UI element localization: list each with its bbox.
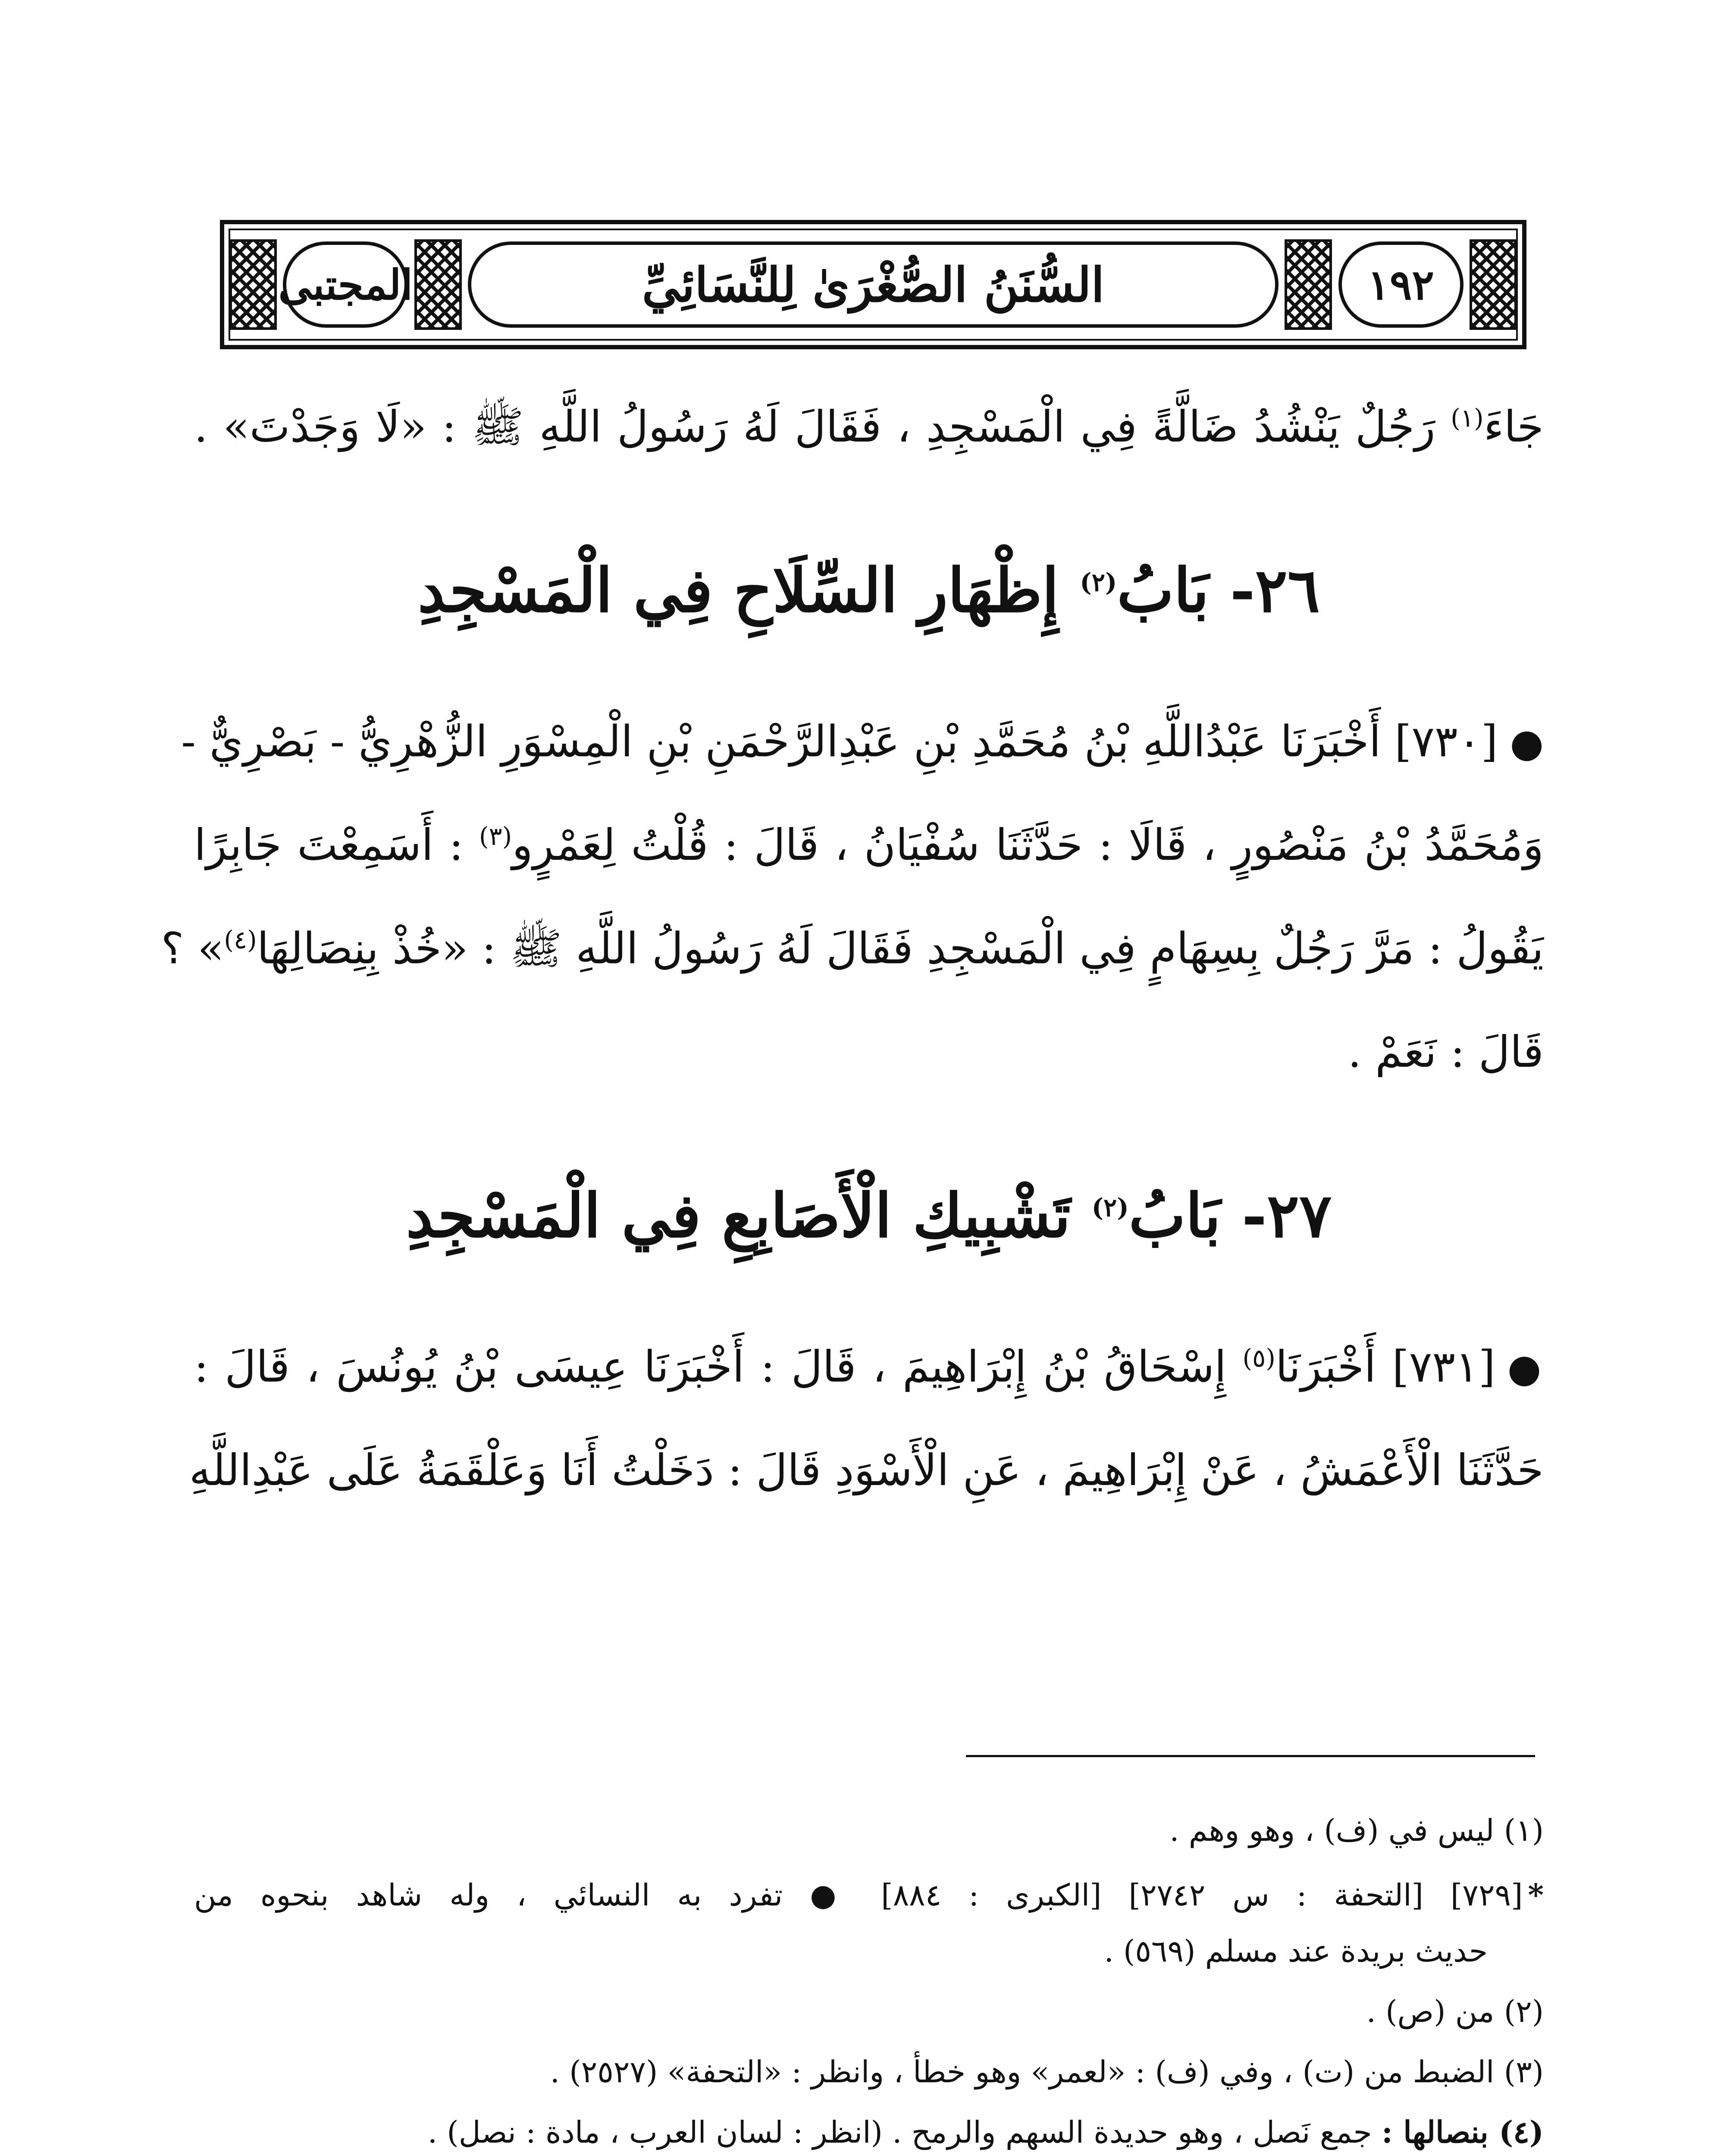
text-line bbox=[194, 384, 1544, 470]
page-number-cartouche bbox=[1338, 241, 1463, 328]
footnote-ref: (٢) bbox=[1091, 1193, 1129, 1222]
book-title-cartouche bbox=[468, 241, 1279, 328]
footnote-3 bbox=[194, 2044, 1544, 2100]
bullet-icon: ● bbox=[1507, 1346, 1544, 1391]
footnote-text: (٣) الضبط من (ت) ، وفي (ف) : «لعمر» وهو خطأ ، وانظر : «التحفة» (٢٥٢٧) . bbox=[550, 2054, 1544, 2090]
ornament-right bbox=[1470, 239, 1517, 330]
book-short-cartouche bbox=[278, 241, 413, 328]
footnote-text: (٢) من (ص) . bbox=[1366, 1994, 1544, 2029]
text-segment: إِسْحَاقُ بْنُ إِبْرَاهِيمَ ، قَالَ : أَخْبَرَنَا عِيسَى بْنُ يُونُسَ ، قَالَ : bbox=[194, 1341, 1243, 1392]
hadith-730-line-3 bbox=[161, 906, 1544, 992]
page-number: ١٩٢ bbox=[1367, 260, 1434, 309]
footnote-ref: (٥) bbox=[1242, 1343, 1275, 1373]
chapter-heading-27 bbox=[194, 1173, 1544, 1259]
hadith-731-line-1 bbox=[194, 1324, 1544, 1412]
ornament-mid-right bbox=[1285, 239, 1332, 330]
text-segment: يَقُولُ : مَرَّ رَجُلٌ بِسِهَامٍ فِي الْمَسْجِدِ فَقَالَ لَهُ رَسُولُ اللَّهِ ﷺ : «خُذْ بِنِصَالِهَا bbox=[257, 923, 1544, 974]
hadith-730-line-4 bbox=[194, 1009, 1544, 1095]
book-title: السُّنَنُ الصُّغْرَىٰ لِلنَّسَائِيِّ bbox=[642, 257, 1105, 313]
hadith-730-line-1 bbox=[181, 699, 1544, 787]
text-segment: وَمُحَمَّدُ بْنُ مَنْصُورٍ ، قَالَا : حَدَّثَنَا سُفْيَانُ ، قَالَ : قُلْتُ لِعَمْرٍو bbox=[512, 820, 1544, 870]
footnote-729-line-1 bbox=[194, 1867, 1544, 1923]
star-icon: * bbox=[1528, 1877, 1544, 1913]
heading-segment: إِظْهَارِ السِّلَاحِ فِي الْمَسْجِدِ bbox=[417, 555, 1080, 626]
footnote-ref: (١) bbox=[1451, 403, 1484, 433]
bullet-icon: ● bbox=[1510, 721, 1544, 766]
text-segment: قَالَ : نَعَمْ . bbox=[1348, 1027, 1544, 1077]
footnote-ref: (٢) bbox=[1080, 567, 1117, 597]
book-short-title: المجتبى bbox=[278, 260, 413, 309]
heading-segment: ٢٦- بَابُ bbox=[1117, 555, 1320, 626]
page-header bbox=[220, 220, 1526, 349]
footnote-label: (٤) بنصالها : bbox=[1382, 2114, 1544, 2150]
text-segment: حَدَّثَنَا الْأَعْمَشُ ، عَنْ إِبْرَاهِيمَ ، عَنِ الْأَسْوَدِ قَالَ : دَخَلْتُ أَنَا وَعَلْقَمَةُ عَلَى عَبْدِاللَّهِ bbox=[189, 1445, 1544, 1495]
chapter-heading-26 bbox=[194, 548, 1544, 634]
footnote-text: [٧٢٩] [التحفة : س ٢٧٤٢] [الكبرى : ٨٨٤] ● تفرد به النسائي ، وله شاهد بنحوه من bbox=[194, 1877, 1523, 1913]
text-segment: » ؟ bbox=[161, 923, 224, 974]
footnote-text: جمع نَصل ، وهو حديدة السهم والرمح . (انظر : لسان العرب ، مادة : نصل) . bbox=[427, 2115, 1382, 2150]
text-segment: [٧٣١] أَخْبَرَنَا bbox=[1275, 1341, 1495, 1392]
footnote-4 bbox=[194, 2104, 1544, 2156]
footnote-divider bbox=[966, 1755, 1535, 1757]
text-segment: رَجُلٌ يَنْشُدُ ضَالَّةً فِي الْمَسْجِدِ ، فَقَالَ لَهُ رَسُولُ اللَّهِ ﷺ : «لَا وَجَدْتَ» . bbox=[194, 401, 1451, 452]
footnote-729-line-2 bbox=[194, 1923, 1544, 1979]
footnote-ref: (٤) bbox=[224, 925, 257, 955]
text-segment: جَاءَ bbox=[1483, 401, 1544, 452]
ornament-left bbox=[229, 239, 277, 330]
ornament-mid-left bbox=[414, 239, 462, 330]
heading-segment: تَشْبِيكِ الْأَصَابِعِ فِي الْمَسْجِدِ bbox=[406, 1181, 1092, 1251]
text-segment: [٧٣٠] أَخْبَرَنَا عَبْدُاللَّهِ بْنُ مُحَمَّدِ بْنِ عَبْدِالرَّحْمَنِ بْنِ الْمِسْوَرِ الزُّهْرِيُّ - بَصْرِيٌّ - bbox=[181, 716, 1498, 767]
footnote-text: حديث بريدة عند مسلم (٥٦٩) . bbox=[1104, 1934, 1488, 1969]
footnote-2 bbox=[194, 1984, 1544, 2040]
heading-segment: ٢٧- بَابُ bbox=[1128, 1181, 1332, 1251]
text-segment: : أَسَمِعْتَ جَابِرًا bbox=[194, 820, 479, 870]
footnote-1 bbox=[194, 1802, 1544, 1858]
footnote-ref: (٣) bbox=[479, 821, 512, 851]
hadith-730-line-2 bbox=[194, 802, 1544, 888]
hadith-731-line-2 bbox=[189, 1427, 1544, 1514]
footnote-text: (١) ليس في (ف) ، وهو وهم . bbox=[1169, 1813, 1544, 1848]
